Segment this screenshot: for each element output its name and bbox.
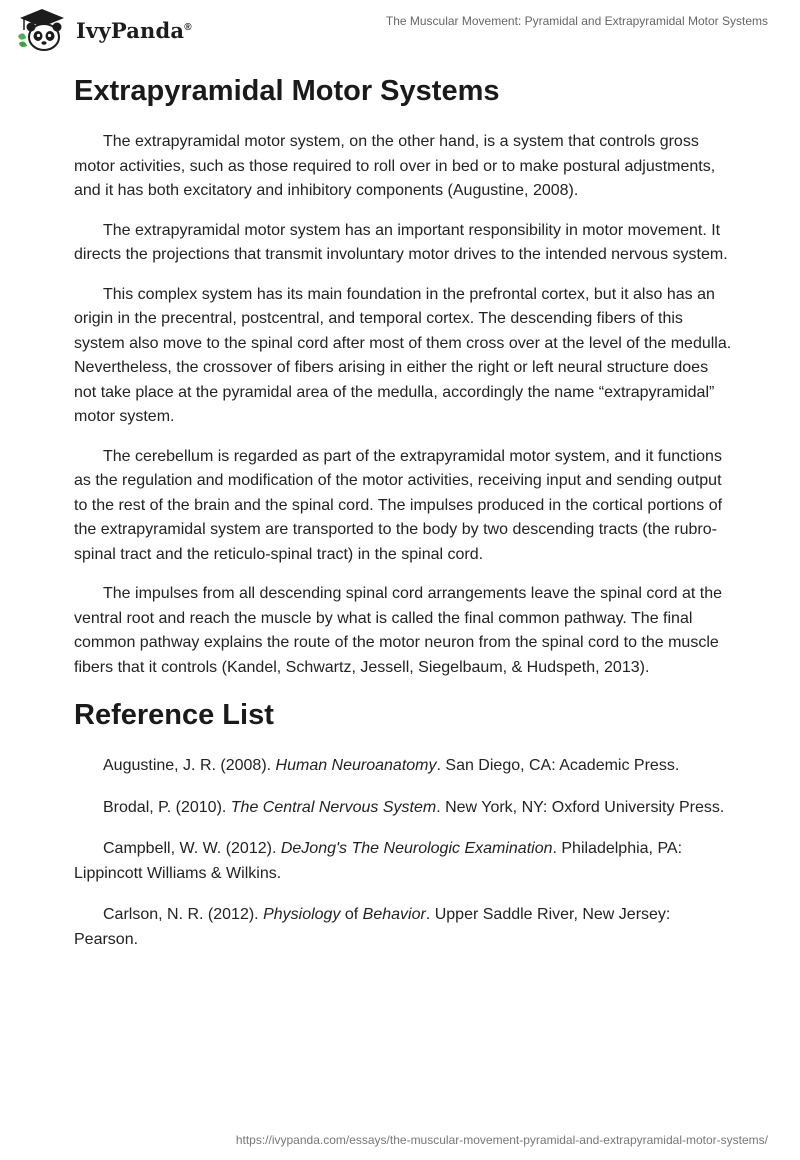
logo-text: IvyPanda® — [76, 17, 192, 43]
document-title: The Muscular Movement: Pyramidal and Extrapyramidal Motor Systems — [385, 14, 768, 28]
body-paragraph-3: This complex system has its main foundation in the prefrontal cortex, but it also has an origin in the precentral, postcentral, and temporal cortex. The descending fibers of this system also move to the spinal cord after most of them cross over at the level of the medulla. Nevertheless, the crossover of fibers arising in either the right or left neural structure does not take place at the pyramidal area of the medulla, accordingly the name “extrapyramidal” motor system. — [74, 285, 732, 425]
page-header — [0, 0, 800, 60]
reference-item: Augustine, J. R. (2008). Human Neuroanatomy. San Diego, CA: Academic Press. — [103, 757, 680, 774]
body-paragraph-4: The cerebellum is regarded as part of the extrapyramidal motor system, and it functions as the regulation and modification of the motor activities, receiving input and sending output to the rest of the brain and the spinal cord. The impulses produced in the cortical portions of the extrapyramidal system are transported to the body by two descending tracts (the rubro-spinal tract and the reticulo-spinal tract) in the spinal cord. — [74, 447, 723, 563]
body-paragraph-2: The extrapyramidal motor system has an important responsibility in motor movement. It directs the projections that transmit involuntary motor drives to the intended nervous system. — [74, 221, 728, 263]
reference-item: Carlson, N. R. (2012). Physiology of Behavior. Upper Saddle River, New Jersey: Pearson. — [74, 906, 671, 948]
reference-list-heading: Reference List — [74, 699, 274, 731]
body-paragraph-5: The impulses from all descending spinal cord arrangements leave the spinal cord at the ventral root and reach the muscle by what is called the final common pathway. The final common pathway explains the route of the motor neuron from the spinal cord to the muscle fibers that it controls (Kandel, Schwartz, Jessell, Siegelbaum, & Hudspeth, 2013). — [74, 585, 722, 676]
source-url-link[interactable]: https://ivypanda.com/essays/the-muscular-movement-pyramidal-and-extrapyramidal-motor-systems/ — [235, 1133, 768, 1147]
body-paragraph-1: The extrapyramidal motor system, on the other hand, is a system that controls gross motor activities, such as those required to roll over in bed or to make postural adjustments, and it has both excitatory and inhibitory components (Augustine, 2008). — [74, 133, 716, 199]
reference-item: Brodal, P. (2010). The Central Nervous System. New York, NY: Oxford University Press. — [103, 798, 725, 816]
reference-item: Campbell, W. W. (2012). DeJong's The Neurologic Examination. Philadelphia, PA: Lippincott Williams & Wilkins. — [74, 840, 683, 882]
essay-content — [74, 72, 734, 969]
section-heading: Extrapyramidal Motor Systems — [74, 75, 500, 107]
panda-graduate-icon — [14, 6, 72, 54]
ivypanda-logo[interactable] — [14, 6, 192, 54]
